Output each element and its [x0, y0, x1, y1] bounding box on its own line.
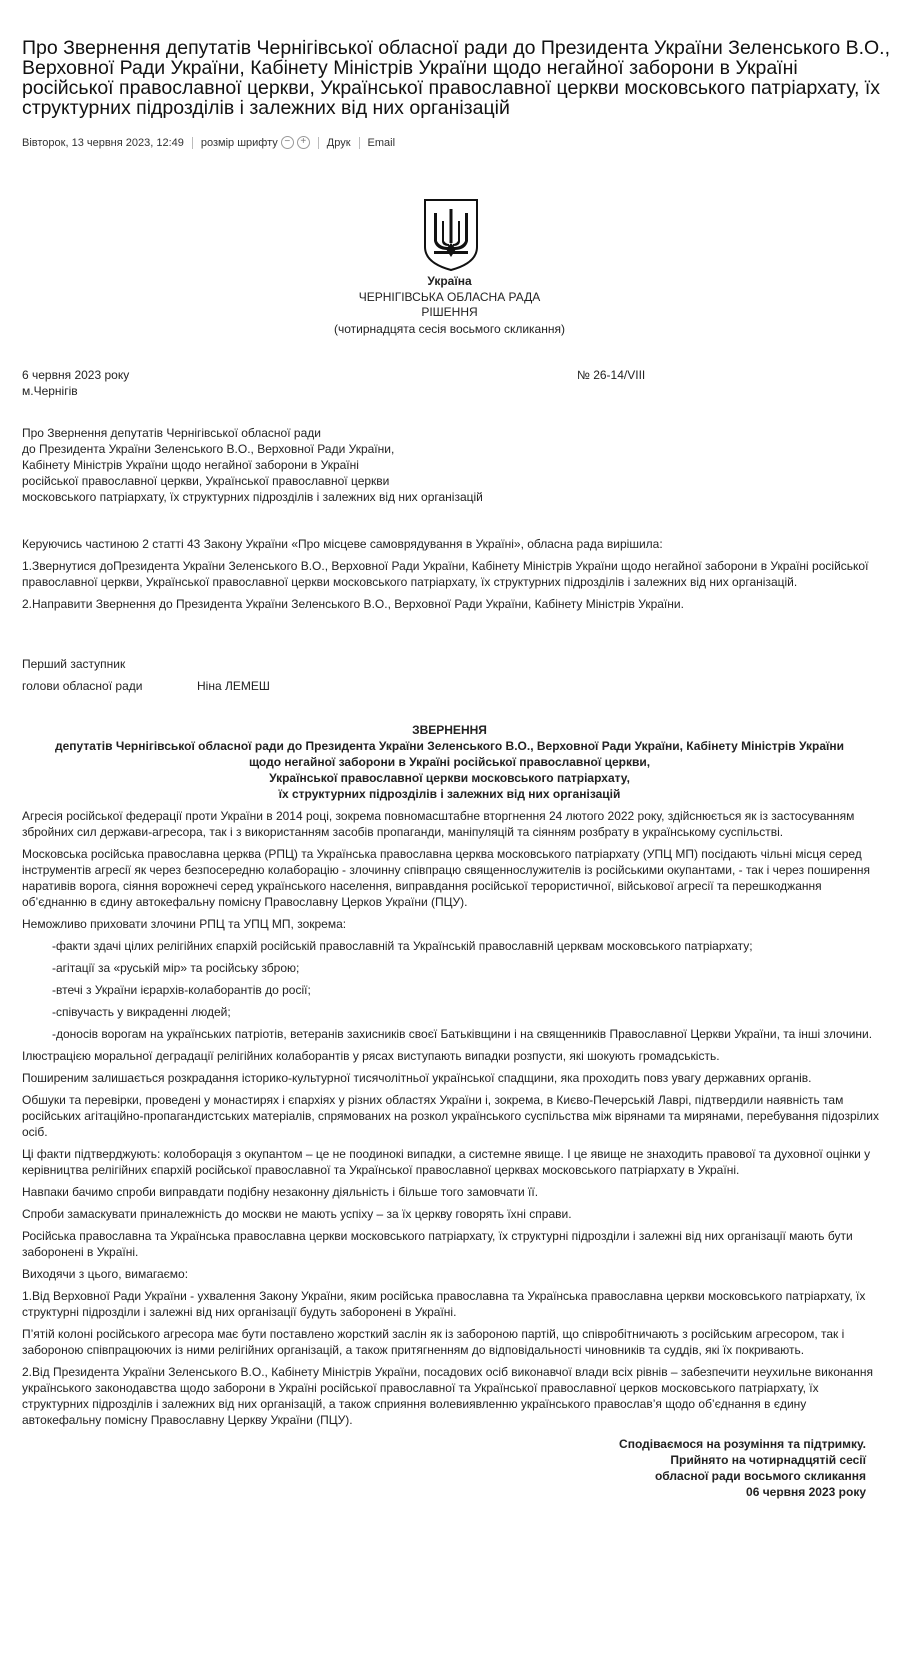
- appeal-paragraph: Ці факти підтверджують: колоборація з окупантом – це не поодинокі випадки, а системне явище. І це явище не знаходить правової та духовної оцінки у керівництва релігійних єпархій російської православної та Української православної церквах московського патріархату в Україні.: [22, 1147, 871, 1177]
- appeal-list-item: -втечі з України ієрархів-колаборантів до росії;: [52, 983, 311, 997]
- appeal-closing: [22, 1436, 866, 1500]
- subject-line: Про Звернення депутатів Чернігівської обласної ради: [22, 426, 321, 440]
- font-size-label: розмір шрифту: [200, 136, 278, 149]
- increase-font-icon[interactable]: +: [297, 136, 310, 149]
- subject-line: московського патріархату, їх структурних підрозділів і залежних від них організацій: [22, 490, 483, 504]
- header-council: ЧЕРНІГІВСЬКА ОБЛАСНА РАДА: [358, 290, 541, 304]
- subject-line: російської православної церкви, Української православної церкви: [22, 474, 390, 488]
- appeal-paragraph: Московська російська православна церква (РПЦ) та Українська православна церква московського патріархату (УПЦ МП) посідають чільні місця серед інструментів агресії як через безпосередню колаборацію - злочинну співпрацю священнослужителів із російськими окупантами, - так і через поширення наративів ворога, сіяння ворожнечі серед українського населення, виправдання російської терористичної, військової агресії та перешкоджання об’єднанню в єдину автокефальну помісну Православну Церков України (ПЦУ).: [22, 847, 871, 909]
- signer-title-1: Перший заступник: [22, 657, 126, 671]
- appeal-list-item: -співучасть у викраденні людей;: [52, 1005, 231, 1019]
- appeal-list-item: -агітації за «руській мір» та російську зброю;: [52, 961, 300, 975]
- appeal-paragraph: Обшуки та перевірки, проведені у монастирях і єпархіях у різних областях України і, зокрема, в Києво-Печерській Лаврі, підтвердили наявність там російських агітаційно-пропагандистських матеріалів, спрямованих на розкол українського суспільства між вірянами та мирянами, перебування підозрілих осіб.: [22, 1093, 880, 1139]
- appeal-paragraph: 1.Від Верховної Ради України - ухвалення Закону України, яким російська православна та Українська православна церкви московського патріархату, їх структурні підрозділи і залежні від них організації будуть заборонені в Україні.: [22, 1289, 866, 1319]
- email-link[interactable]: Email: [367, 136, 396, 149]
- appeal-paragraph: Агресія російської федерації проти України в 2014 році, зокрема повномасштабне вторгнення 24 лютого 2022 року, здійснюється як із застосуванням збройних сил держави-агресора, так і з використанням засобів пропаганди, маніпуляцій та сіянням розбрату в українському суспільстві.: [22, 809, 855, 839]
- signer-title-2: голови обласної ради: [22, 679, 143, 693]
- appeal-heading: [0, 722, 899, 802]
- divider: [359, 137, 360, 149]
- decision-place: м.Чернігів: [22, 384, 78, 398]
- appeal-subheading-line: Української православної церкви московського патріархату,: [269, 771, 630, 785]
- closing-line: обласної ради восьмого скликання: [654, 1469, 866, 1483]
- divider: [318, 137, 319, 149]
- appeal-title: ЗВЕРНЕННЯ: [412, 723, 487, 737]
- appeal-list-item: -факти здачі цілих релігійних єпархій російській православній та Українській православній церквам московського патріархату;: [52, 939, 753, 953]
- decrease-font-icon[interactable]: −: [281, 136, 294, 149]
- header-country: Україна: [427, 274, 472, 288]
- coat-of-arms-icon: [422, 197, 480, 273]
- appeal-list-item: -доносів ворогам на українських патріотів, ветеранів захисників своєї Батьківщини і на священників Православної Церкви України, та інші злочини.: [52, 1027, 873, 1041]
- appeal-paragraph: Російська православна та Українська православна церкви московського патріархату, їх структурні підрозділи і залежні від них організації мають бути заборонені в Україні.: [22, 1229, 853, 1259]
- article-title: Про Звернення депутатів Чернігівської обласної ради до Президента України Зеленського В.О., Верховної Ради України, Кабінету Міністрів України щодо негайної заборони в Україні російської православної церкви, Української православної церкви московського патріархату, їх структурних підрозділів і залежних від них організацій: [22, 37, 891, 119]
- subject-line: до Президента України Зеленського В.О., Верховної Ради України,: [22, 442, 395, 456]
- print-link[interactable]: Друк: [326, 136, 351, 149]
- closing-line: Сподіваємося на розуміння та підтримку.: [619, 1437, 866, 1451]
- appeal-body: [22, 808, 882, 1500]
- header-session: (чотирнадцята сесія восьмого скликання): [334, 322, 565, 336]
- decision-item-2: 2.Направити Звернення до Президента України Зеленського В.О., Верховної Ради України, Кабінету Міністрів України.: [22, 597, 684, 611]
- appeal-paragraph: Виходячи з цього, вимагаємо:: [22, 1267, 189, 1281]
- appeal-paragraph: П’ятій колоні російського агресора має бути поставлено жорсткий заслін як із забороною партій, що співробітничають з російським агресором, так і забороною співпрацюючих із ними релігійних організацій, а також притягненням до відповідальності чиновників та суддів, які їх покривають.: [22, 1327, 845, 1357]
- closing-line: Прийнято на чотирнадцятій сесії: [670, 1453, 866, 1467]
- signer-name: Ніна ЛЕМЕШ: [197, 679, 270, 693]
- decision-body: [22, 536, 882, 612]
- appeal-paragraph: Неможливо приховати злочини РПЦ та УПЦ МП, зокрема:: [22, 917, 347, 931]
- subject-line: Кабінету Міністрів України щодо негайної заборони в Україні: [22, 458, 359, 472]
- appeal-paragraph: Навпаки бачимо спроби виправдати подібну незаконну діяльність і більше того замовчати її.: [22, 1185, 539, 1199]
- appeal-subheading-line: депутатів Чернігівської обласної ради до Президента України Зеленського В.О., Верховної Ради України, Кабінету Міністрів України: [54, 739, 844, 753]
- decision-item-1: 1.Звернутися доПрезидента України Зеленського В.О., Верховної Ради України, Кабінету Міністрів України щодо негайної заборони в Україні російської православної церкви, Української православної церкви московського патріархату, їх структурних підрозділів і залежних від них організацій.: [22, 559, 869, 589]
- appeal-paragraph: Спроби замаскувати приналежність до москви не мають успіху – за їх церкву говорять їхні справи.: [22, 1207, 572, 1221]
- appeal-paragraph: Поширеним залишається розкрадання історико-культурної тисячолітньої української спадщини, яка проходить повз увагу державних органів.: [22, 1071, 812, 1085]
- appeal-subheading-line: їх структурних підрозділів і залежних від них організацій: [278, 787, 621, 801]
- decision-date: 6 червня 2023 року: [22, 368, 130, 382]
- decision-number: № 26-14/VIII: [577, 368, 646, 382]
- appeal-subheading-line: щодо негайної заборони в Україні російської православної церкви,: [248, 755, 651, 769]
- publish-date: Вівторок, 13 червня 2023, 12:49: [22, 136, 184, 149]
- closing-line: 06 червня 2023 року: [746, 1485, 866, 1499]
- decision-preamble: Керуючись частиною 2 статті 43 Закону України «Про місцеве самоврядування в Україні», обласна рада вирішила:: [22, 537, 663, 551]
- appeal-paragraph: 2.Від Президента України Зеленського В.О., Кабінету Міністрів України, посадових осіб виконавчої влади всіх рівнів – забезпечити неухильне виконання українського законодавства щодо заборони в Україні російської православної та Української православної церков московського патріархату, їх структурних підрозділів і залежних від них організацій, а також сприяння волевиявленню українського православ’я щодо об’єднання в єдину автокефальну помісну Православну Церкву України (ПЦУ).: [22, 1365, 873, 1427]
- appeal-paragraph: Ілюстрацією моральної деградації релігійних колаборантів у рясах виступають випадки розпусти, які шокують громадськість.: [22, 1049, 720, 1063]
- divider: [192, 137, 193, 149]
- decision-subject: [22, 425, 483, 505]
- article-meta: [22, 136, 395, 149]
- header-doc-type: РІШЕННЯ: [421, 305, 478, 319]
